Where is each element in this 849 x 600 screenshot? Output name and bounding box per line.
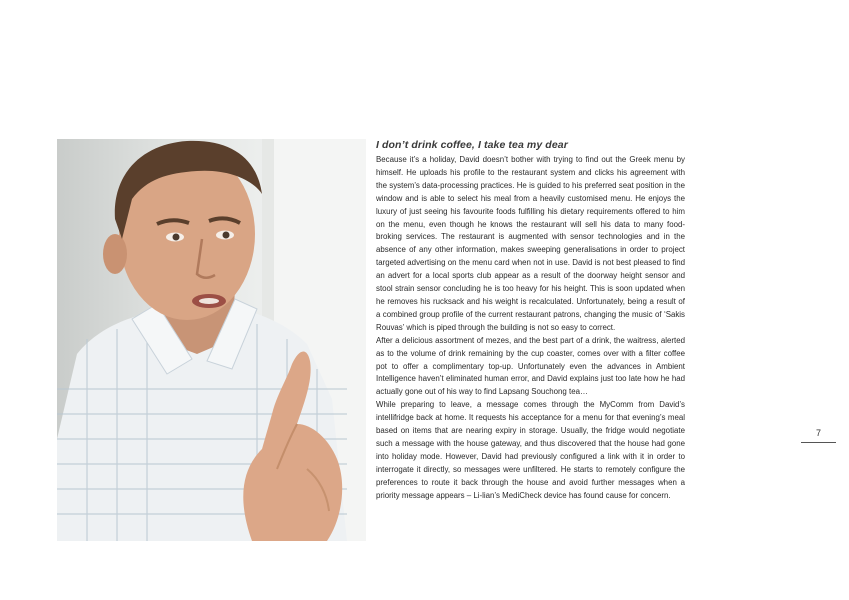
page-number-rule bbox=[801, 442, 836, 443]
man-portrait-photo bbox=[57, 139, 366, 541]
article-paragraph: After a delicious assortment of mezes, and the best part of a drink, the waitress, alerted as to the volume of drink remaining by the cup coaster, comes over with a filter coffee pot to offer a complimentary top-up. Unfortunately even the advances in Ambient Intelligence haven’t eliminated human error, and David explains just too late how he had actually gone out of his way to find Lapsang Souchong tea… bbox=[376, 335, 685, 397]
article-heading: I don’t drink coffee, I take tea my dear bbox=[376, 139, 568, 151]
article-paragraph: Because it’s a holiday, David doesn’t bother with trying to find out the Greek menu by himself. He uploads his profile to the restaurant system and clicks his agreement with the system’s data-processing practices. He is guided to his preferred seat position in the window and is able to select his meal from a heavily customised menu. He enjoys the luxury of just seeing his favourite foods fulfilling his dietary requirements offered to him on the menu, even though he knows the restaurant will sell his data to many food-broking services. The restaurant is augmented with sensor technologies and in the absence of any other information, makes sweeping generalisations in order to project targeted advertising on the menu card when not in use. David is not best pleased to find an advert for a local sports club appear as a result of the doorway height sensor and stool strain sensor concluding he is too heavy for his height. This is soon updated when he removes his rucksack and his weight is recalculated. Unfortunately, being a result of a combined group profile of the current restaurant patrons, changing the music of ‘Sakis Rouvas’ which is piped through the building is not so easy to correct. bbox=[376, 155, 685, 332]
page-number: 7 bbox=[816, 428, 822, 438]
article-paragraph: While preparing to leave, a message comes through the MyComm from David’s intellifridge back at home. It requests his acceptance for a menu for that evening’s meal based on items that are nearing expiry in storage. Usually, the fridge would negotiate such a message with the house gateway, and thus discovered that the house had gone into holiday mode. However, David had previously configured a link with it in order to interrogate it directly, so messages were unfiltered. He starts to remotely configure the preferences to route it back through the house and avoid further messages when a priority message appears – Li-lian’s MediCheck device has found cause for concern. bbox=[376, 400, 685, 500]
article-text-block bbox=[376, 139, 685, 502]
